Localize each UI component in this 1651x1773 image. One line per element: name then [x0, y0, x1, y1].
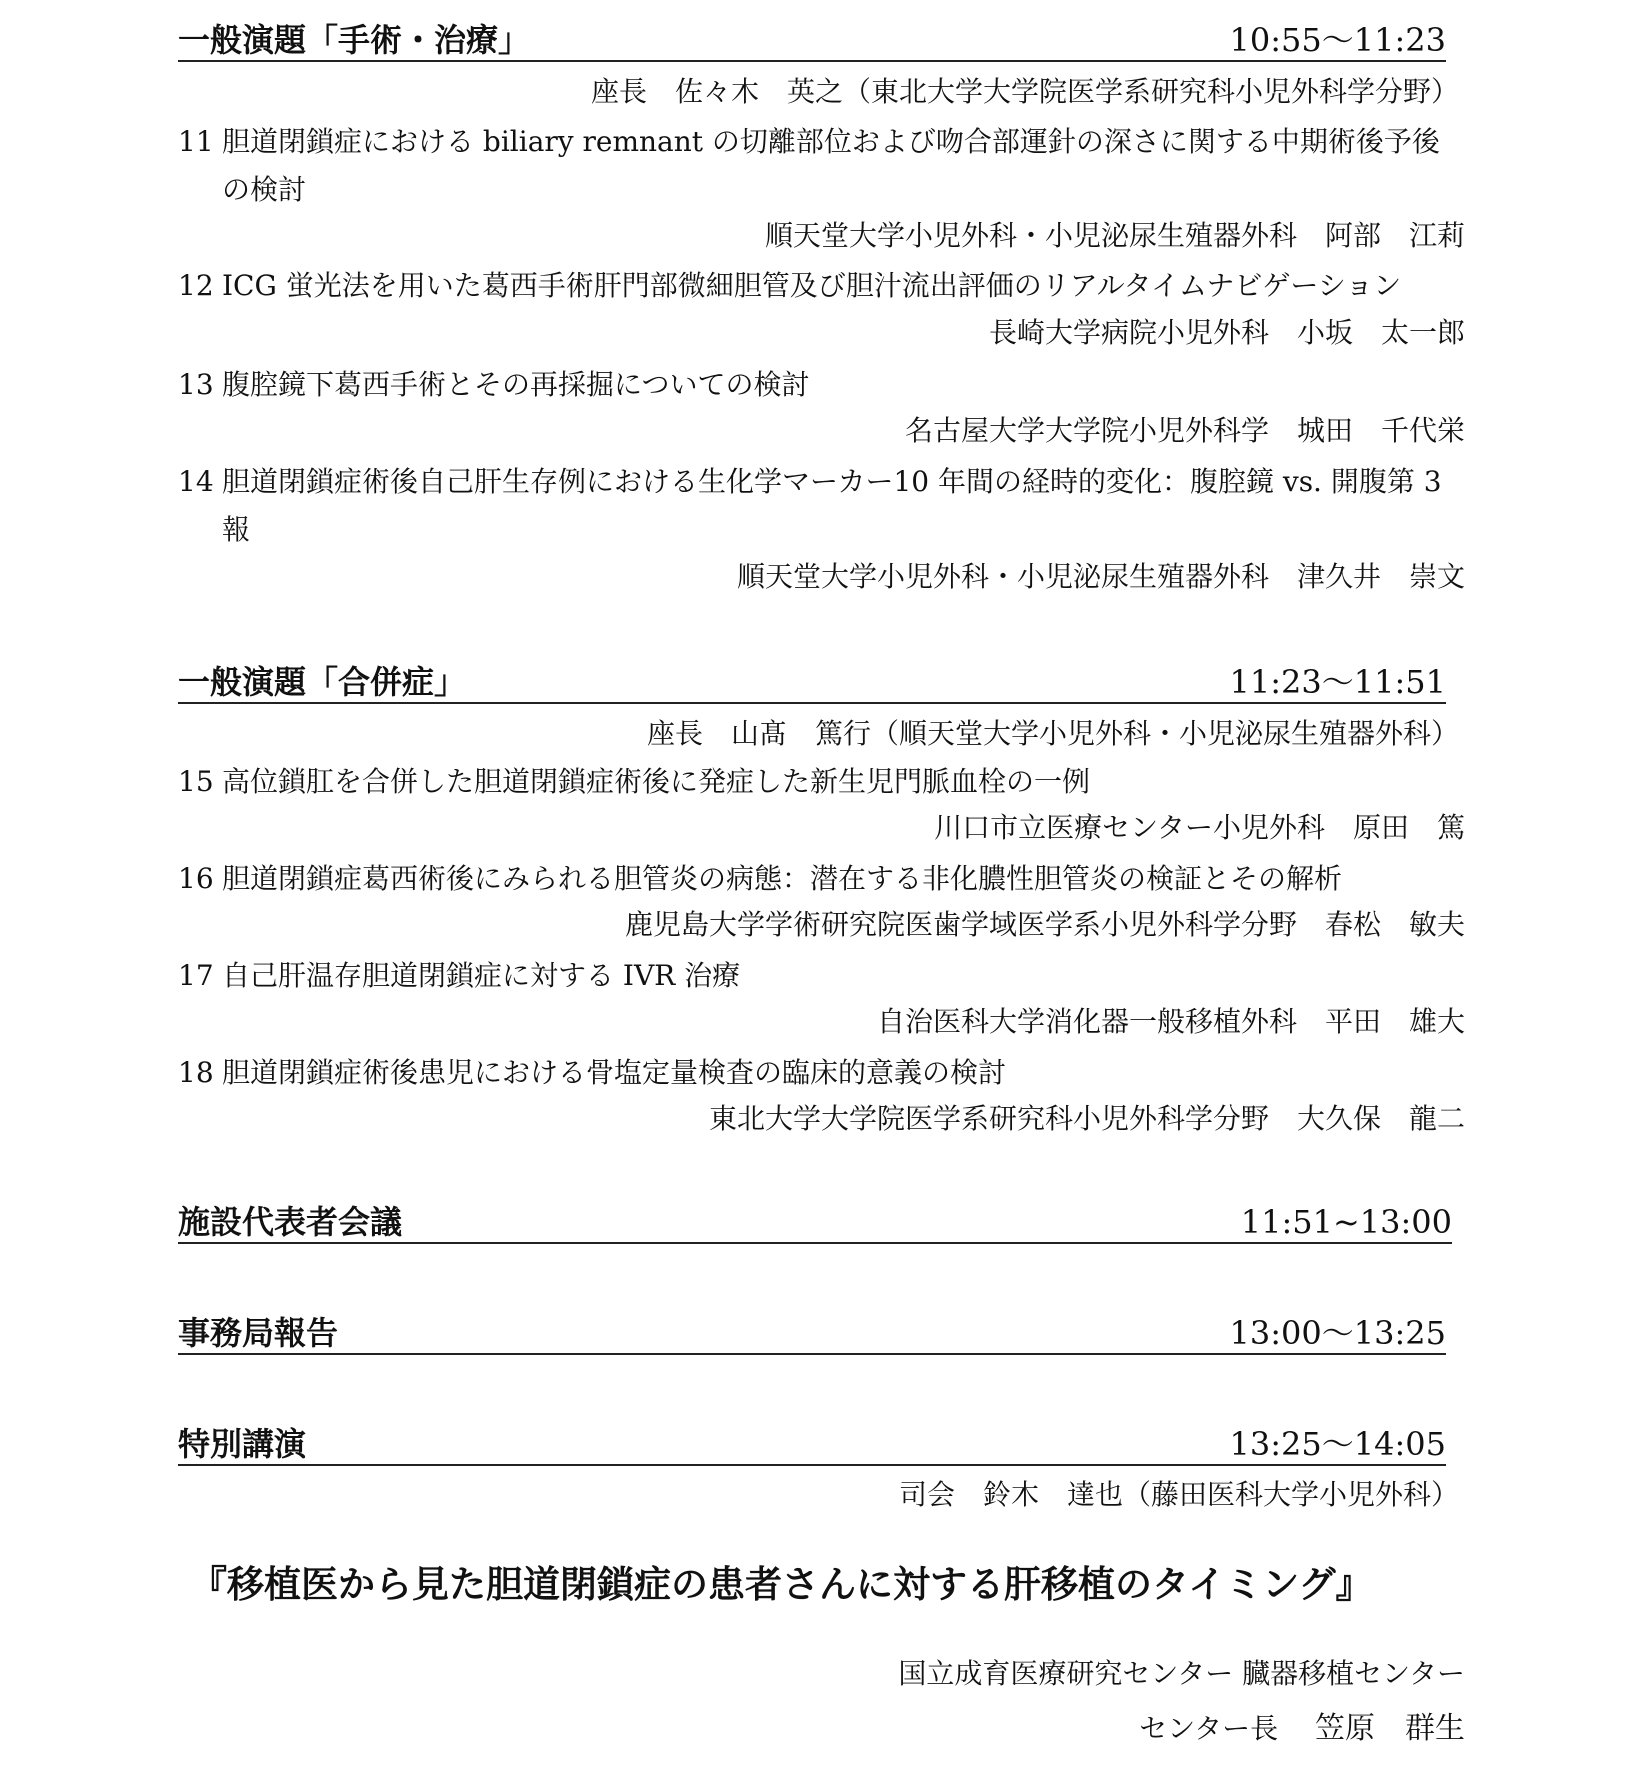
lecture-role: センター長	[1139, 1712, 1279, 1745]
chair-line: 司会 鈴木 達也（藤田医科大学小児外科）	[898, 1478, 1459, 1511]
section-header	[178, 1311, 1446, 1355]
talk-title	[178, 118, 1465, 214]
talk-title	[178, 361, 1465, 409]
talk-text: 胆道閉鎖症術後自己肝生存例における生化学マーカー10 年間の経時的変化：腹腔鏡 vs. 開腹第 3 報	[222, 465, 1442, 546]
talk-number: 15	[178, 765, 214, 798]
talk-number: 17	[178, 959, 214, 992]
talk-author: 東北大学大学院医学系研究科小児外科学分野 大久保 龍二	[708, 1102, 1465, 1135]
talk-title	[178, 952, 1465, 1000]
talk-title	[178, 758, 1465, 806]
talk-text: 胆道閉鎖症術後患児における骨塩定量検査の臨床的意義の検討	[222, 1056, 1007, 1089]
section-title: 施設代表者会議	[178, 1203, 403, 1241]
section-header	[178, 1200, 1452, 1244]
talk-author: 順天堂大学小児外科・小児泌尿生殖器外科 津久井 崇文	[736, 560, 1465, 593]
section-time: 10:55〜11:23	[1229, 21, 1446, 59]
talk-title	[178, 262, 1465, 310]
section-title: 一般演題「手術・治療」	[178, 21, 531, 59]
talk-author: 長崎大学病院小児外科 小坂 太一郎	[988, 316, 1465, 349]
talk-number: 12	[178, 269, 214, 302]
section-title: 特別講演	[178, 1425, 307, 1463]
section-time: 11:23〜11:51	[1229, 663, 1446, 701]
section-title: 事務局報告	[178, 1314, 339, 1352]
lecture-title: 『移植医から見た胆道閉鎖症の患者さんに対する肝移植のタイミング』	[190, 1562, 1373, 1606]
talk-text: 胆道閉鎖症葛西術後にみられる胆管炎の病態：潜在する非化膿性胆管炎の検証とその解析	[222, 862, 1343, 895]
section-header	[178, 18, 1446, 62]
talk-text: 自己肝温存胆道閉鎖症に対する IVR 治療	[222, 959, 741, 992]
talk-text: ICG 蛍光法を用いた葛西手術肝門部微細胆管及び胆汁流出評価のリアルタイムナビゲーション	[222, 269, 1402, 302]
section-header	[178, 660, 1446, 704]
talk-text: 高位鎖肛を合併した胆道閉鎖症術後に発症した新生児門脈血栓の一例	[222, 765, 1091, 798]
talk-number: 13	[178, 368, 214, 401]
talk-number: 11	[178, 125, 214, 158]
talk-number: 18	[178, 1056, 214, 1089]
section-header	[178, 1422, 1446, 1466]
chair-line: 座長 佐々木 英之（東北大学大学院医学系研究科小児外科学分野）	[590, 75, 1459, 108]
talk-text: 胆道閉鎖症における biliary remnant の切離部位および吻合部運針の深さに関する中期術後予後の検討	[222, 125, 1440, 206]
talk-author: 名古屋大学大学院小児外科学 城田 千代栄	[904, 414, 1465, 447]
chair-line: 座長 山髙 篤行（順天堂大学小児外科・小児泌尿生殖器外科）	[646, 717, 1459, 750]
talk-title	[178, 1049, 1465, 1097]
section-time: 13:25〜14:05	[1229, 1425, 1446, 1463]
talk-author: 川口市立医療センター小児外科 原田 篤	[934, 811, 1465, 844]
talk-author: 順天堂大学小児外科・小児泌尿生殖器外科 阿部 江莉	[764, 219, 1465, 252]
section-time: 13:00〜13:25	[1229, 1314, 1446, 1352]
section-time: 11:51~13:00	[1240, 1203, 1452, 1241]
lecture-speaker: 笠原 群生	[1315, 1711, 1465, 1746]
talk-author: 鹿児島大学学術研究院医歯学域医学系小児外科学分野 春松 敏夫	[624, 908, 1465, 941]
talk-number: 14	[178, 465, 214, 498]
section-title: 一般演題「合併症」	[178, 663, 467, 701]
talk-title	[178, 855, 1465, 903]
talk-title	[178, 458, 1465, 554]
lecture-affiliation: 国立成育医療研究センター 臓器移植センター	[898, 1657, 1465, 1690]
talk-author: 自治医科大学消化器一般移植外科 平田 雄大	[876, 1005, 1465, 1038]
lecture-speaker-line	[1139, 1709, 1465, 1749]
talk-text: 腹腔鏡下葛西手術とその再採掘についての検討	[222, 368, 810, 401]
talk-number: 16	[178, 862, 214, 895]
